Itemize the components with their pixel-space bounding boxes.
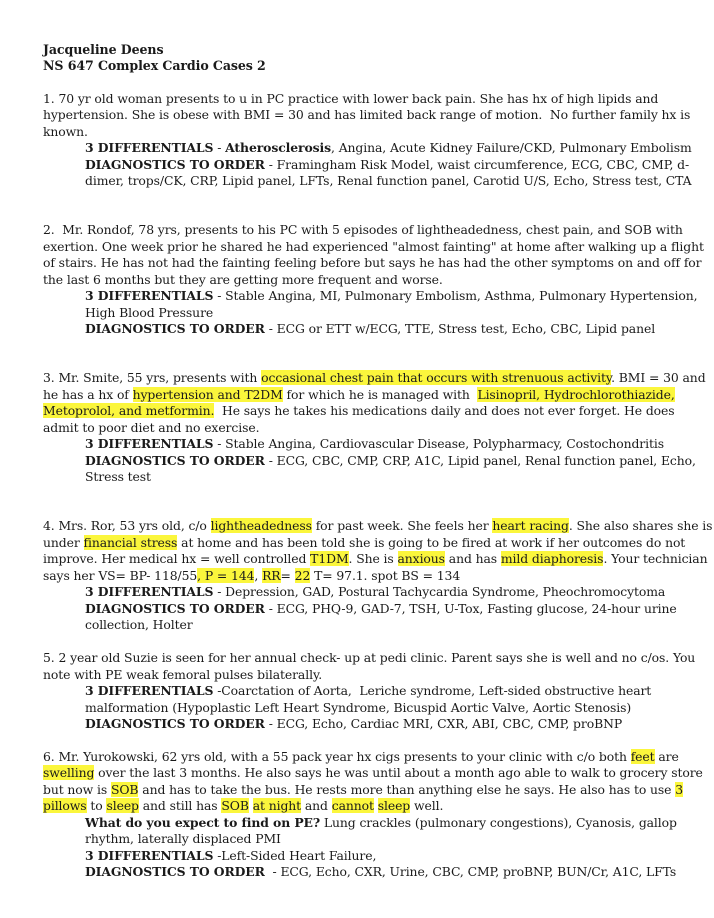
- highlight: 22: [294, 568, 311, 583]
- author-name: Jacqueline Deens: [43, 42, 164, 57]
- case4-line2: under financial stress at home and has been told she is going to be fired at work if her outcomes do not: [43, 535, 686, 550]
- case6-line1: 6. Mr. Yurokowski, 62 yrs old, with a 55 pack year hx cigs presents to your clinic with c/o both feet are: [43, 749, 679, 764]
- highlight: T1DM: [310, 551, 349, 566]
- case6-line3: but now is SOB and has to take the bus. He rests more than anything else he says. He also has to use 3: [43, 782, 684, 797]
- highlight: cannot: [331, 798, 374, 813]
- highlight: , P = 144: [197, 568, 255, 583]
- case1-diagnostics-cont: dimer, trops/CK, CRP, Lipid panel, LFTs, Renal function panel, Carotid U/S, Echo, Stress test, CTA: [85, 173, 692, 188]
- case4-line4: says her VS= BP- 118/55, P = 144, RR= 22 T= 97.1. spot BS = 134: [43, 568, 461, 583]
- case3-differentials: 3 DIFFERENTIALS - Stable Angina, Cardiovascular Disease, Polypharmacy, Costochondritis: [85, 436, 664, 451]
- highlight: lightheadedness: [210, 518, 312, 533]
- highlight: Lisinopril, Hydrochlorothiazide,: [477, 387, 675, 402]
- differentials-label: 3 DIFFERENTIALS: [85, 140, 214, 155]
- case3-line2: he has a hx of hypertension and T2DM for which he is managed with Lisinopril, Hydrochlorothiazide,: [43, 387, 675, 402]
- case3-line4: admit to poor diet and no exercise.: [43, 420, 260, 435]
- case2-line1: 2. Mr. Rondof, 78 yrs, presents to his PC with 5 episodes of lightheadedness, chest pain, and SOB with: [43, 222, 683, 237]
- highlight: feet: [630, 749, 655, 764]
- case2-line3: of stairs. He has not had the fainting feeling before but says he has had the other symptoms on and off for: [43, 255, 702, 270]
- case6-diagnostics: DIAGNOSTICS TO ORDER - ECG, Echo, CXR, Urine, CBC, CMP, proBNP, BUN/Cr, A1C, LFTs: [85, 864, 677, 879]
- case1-line2: hypertension. She is obese with BMI = 30 and has limited back range of motion. No further family hx is: [43, 107, 691, 122]
- case1-differentials: 3 DIFFERENTIALS - Atherosclerosis, Angina, Acute Kidney Failure/CKD, Pulmonary Embolism: [85, 140, 692, 155]
- case3-line1: 3. Mr. Smite, 55 yrs, presents with occasional chest pain that occurs with strenuous activity. BMI = 30 and: [43, 370, 706, 385]
- case5-line1: 5. 2 year old Suzie is seen for her annual check- up at pedi clinic. Parent says she is well and no c/os. You: [43, 650, 696, 665]
- case3-line3: Metoprolol, and metformin. He says he takes his medications daily and does not ever forget. He does: [43, 403, 675, 418]
- diagnostics-label: DIAGNOSTICS TO ORDER: [85, 157, 265, 172]
- case5-differentials-cont: malformation (Hypoplastic Left Heart Syndrome, Bicuspid Aortic Valve, Aortic Stenosis): [85, 700, 632, 715]
- case1-diagnostics: DIAGNOSTICS TO ORDER - Framingham Risk Model, waist circumference, ECG, CBC, CMP, d-: [85, 157, 690, 172]
- case4-diagnostics-cont: collection, Holter: [85, 617, 193, 632]
- case2-line4: the last 6 months but they are getting more frequent and worse.: [43, 272, 443, 287]
- case5-line2: note with PE weak femoral pulses bilaterally.: [43, 667, 323, 682]
- highlight: SOB: [110, 782, 139, 797]
- highlight: anxious: [397, 551, 445, 566]
- case4-line3: improve. Her medical hx = well controlled T1DM. She is anxious and has mild diaphoresis. Your technician: [43, 551, 708, 566]
- case5-differentials: 3 DIFFERENTIALS -Coarctation of Aorta, Leriche syndrome, Left-sided obstructive heart: [85, 683, 652, 698]
- case6-pe: What do you expect to find on PE? Lung crackles (pulmonary congestions), Cyanosis, gallop: [85, 815, 677, 830]
- case2-differentials: 3 DIFFERENTIALS - Stable Angina, MI, Pulmonary Embolism, Asthma, Pulmonary Hypertension,: [85, 288, 698, 303]
- case3-diagnostics-cont: Stress test: [85, 469, 151, 484]
- highlight: occasional chest pain that occurs with strenuous activity: [261, 370, 612, 385]
- case1-line1: 1. 70 yr old woman presents to u in PC practice with lower back pain. She has hx of high lipids and: [43, 91, 659, 106]
- case6-line4: pillows to sleep and still has SOB at night and cannot sleep well.: [43, 798, 444, 813]
- case2-diagnostics: DIAGNOSTICS TO ORDER - ECG or ETT w/ECG, TTE, Stress test, Echo, CBC, Lipid panel: [85, 321, 656, 336]
- case2-differentials-cont: High Blood Pressure: [85, 305, 214, 320]
- highlight: at night: [252, 798, 302, 813]
- highlight: RR: [262, 568, 281, 583]
- case4-line1: 4. Mrs. Ror, 53 yrs old, c/o lightheadedness for past week. She feels her heart racing. She also shares she is: [43, 518, 713, 533]
- case6-differentials: 3 DIFFERENTIALS -Left-Sided Heart Failure,: [85, 848, 377, 863]
- case2-line2: exertion. One week prior he shared he had experienced "almost fainting" at home after walking up a flight: [43, 239, 704, 254]
- highlight: heart racing: [492, 518, 569, 533]
- case1-line3: known.: [43, 124, 88, 139]
- case6-line2: swelling over the last 3 months. He also says he was until about a month ago able to walk to grocery store: [43, 765, 703, 780]
- case3-diagnostics: DIAGNOSTICS TO ORDER - ECG, CBC, CMP, CRP, A1C, Lipid panel, Renal function panel, Echo,: [85, 453, 696, 468]
- highlight: sleep: [377, 798, 411, 813]
- highlight: Metoprolol, and metformin.: [43, 403, 215, 418]
- highlight: pillows: [43, 798, 87, 813]
- highlight: swelling: [43, 765, 95, 780]
- case6-pe-cont: rhythm, laterally displaced PMI: [85, 831, 281, 846]
- highlight: mild diaphoresis: [500, 551, 604, 566]
- course-title: NS 647 Complex Cardio Cases 2: [43, 58, 266, 73]
- case4-diagnostics: DIAGNOSTICS TO ORDER - ECG, PHQ-9, GAD-7, TSH, U-Tox, Fasting glucose, 24-hour urine: [85, 601, 677, 616]
- highlight: SOB: [221, 798, 249, 813]
- highlight: 3: [675, 782, 684, 797]
- highlight: hypertension and T2DM: [132, 387, 283, 402]
- pe-label: What do you expect to find on PE?: [85, 815, 321, 830]
- case5-diagnostics: DIAGNOSTICS TO ORDER - ECG, Echo, Cardiac MRI, CXR, ABI, CBC, CMP, proBNP: [85, 716, 623, 731]
- highlight: financial stress: [83, 535, 178, 550]
- highlight: sleep: [106, 798, 139, 813]
- case4-differentials: 3 DIFFERENTIALS - Depression, GAD, Postural Tachycardia Syndrome, Pheochromocytoma: [85, 584, 666, 599]
